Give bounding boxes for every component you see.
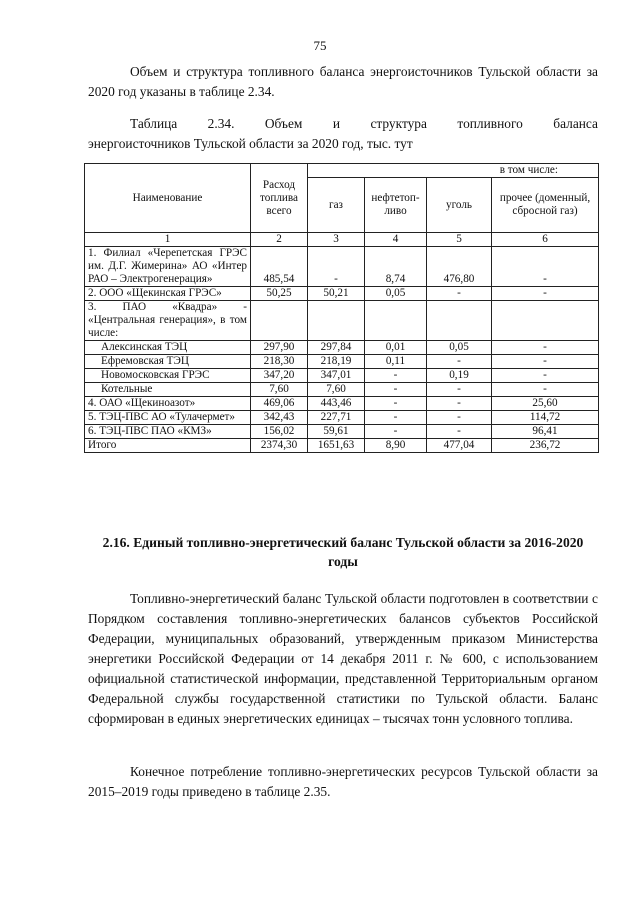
column-index: 2 [251,233,308,247]
caption-word: структура [370,116,427,131]
header-oil: нефтетоп-ливо [365,178,427,233]
column-index: 5 [427,233,492,247]
header-name: Наименование [85,164,251,233]
caption-word: 2.34. [207,116,235,131]
cell-oil: - [365,369,427,383]
cell-total: 156,02 [251,425,308,439]
cell-oil: 8,74 [365,247,427,287]
cell-name: 6. ТЭЦ-ПВС ПАО «КМЗ» [85,425,251,439]
cell-coal: - [427,411,492,425]
cell-name: Новомосковская ГРЭС [85,369,251,383]
cell-other: - [492,369,599,383]
cell-gas: 297,84 [308,341,365,355]
cell-other [492,301,599,341]
header-including: в том числе: [308,164,599,178]
cell-total: 2374,30 [251,439,308,453]
column-index-row [85,233,599,247]
caption-word: Объем [264,116,303,131]
cell-gas: 218,19 [308,355,365,369]
cell-name: Алексинская ТЭЦ [85,341,251,355]
cell-gas: 50,21 [308,287,365,301]
cell-oil: - [365,397,427,411]
cell-total: 297,90 [251,341,308,355]
cell-gas: 347,01 [308,369,365,383]
cell-coal: - [427,287,492,301]
cell-gas: 1651,63 [308,439,365,453]
intro-paragraph: Объем и структура топливного баланса энергоисточников Тульской области за 2020 год указаны в таблице 2.34. [88,64,598,99]
section-heading: 2.16. Единый топливно-энергетический баланс Тульской области за 2016-2020 годы [102,535,584,569]
caption-word: Таблица [130,116,178,131]
header-other: прочее (доменный, сбросной газ) [492,178,599,233]
table-caption-line-2: энергоисточников Тульской области за 2020 год, тыс. тут [88,136,413,151]
cell-other: 96,41 [492,425,599,439]
table-row [85,341,599,355]
cell-coal: 0,19 [427,369,492,383]
cell-other: - [492,341,599,355]
cell-coal [427,301,492,341]
cell-other: 25,60 [492,397,599,411]
cell-gas [308,301,365,341]
table-caption [88,114,598,154]
cell-name: 3. ПАО «Квадра» - «Центральная генерация», в том числе: [85,301,251,341]
column-index: 3 [308,233,365,247]
cell-coal: - [427,397,492,411]
cell-oil: 0,01 [365,341,427,355]
body-paragraph-2: Конечное потребление топливно-энергетических ресурсов Тульской области за 2015–2019 годы приведено в таблице 2.35. [88,764,598,799]
cell-gas: - [308,247,365,287]
column-index: 6 [492,233,599,247]
cell-oil: 8,90 [365,439,427,453]
cell-total: 7,60 [251,383,308,397]
cell-name: 1. Филиал «Черепетская ГРЭС им. Д.Г. Жимерина» АО «Интер РАО – Электрогенерация» [85,247,251,287]
column-index: 1 [85,233,251,247]
caption-word: топливного [457,116,523,131]
fuel-balance-table [84,163,599,453]
cell-gas: 7,60 [308,383,365,397]
cell-gas: 443,46 [308,397,365,411]
header-gas: газ [308,178,365,233]
cell-other: - [492,355,599,369]
table-row [85,247,599,287]
cell-oil: 0,11 [365,355,427,369]
cell-coal: 0,05 [427,341,492,355]
cell-coal: 477,04 [427,439,492,453]
cell-oil: - [365,425,427,439]
caption-word: и [332,116,340,131]
body-paragraph-1: Топливно-энергетический баланс Тульской области подготовлен в соответствии с Порядком составления топливно-энергетических балансов субъектов Российской Федерации, муниципальных образований, утвержденным приказом Министерства энергетики Российской Федерации от 14 декабря 2011 г. № 600, с использованием официальной статистической информации, представленной Территориальным органом Федеральной службы государственной статистики по Тульской области. Баланс сформирован в единых энергетических единицах – тысячах тонн условного топлива. [88,591,598,726]
cell-oil [365,301,427,341]
cell-oil: 0,05 [365,287,427,301]
caption-word: баланса [553,116,598,131]
cell-total: 469,06 [251,397,308,411]
cell-other: - [492,383,599,397]
cell-name: 5. ТЭЦ-ПВС АО «Тулачермет» [85,411,251,425]
header-total: Расход топлива всего [251,164,308,233]
cell-other: - [492,247,599,287]
cell-name: Итого [85,439,251,453]
cell-total: 218,30 [251,355,308,369]
table-row [85,411,599,425]
cell-other: 236,72 [492,439,599,453]
header-coal: уголь [427,178,492,233]
cell-oil: - [365,383,427,397]
table-row [85,287,599,301]
cell-gas: 59,61 [308,425,365,439]
cell-other: - [492,287,599,301]
table-row [85,439,599,453]
table-row [85,383,599,397]
cell-name: 2. ООО «Щекинская ГРЭС» [85,287,251,301]
cell-total [251,301,308,341]
cell-other: 114,72 [492,411,599,425]
cell-coal: - [427,355,492,369]
cell-total: 347,20 [251,369,308,383]
cell-total: 50,25 [251,287,308,301]
cell-name: Ефремовская ТЭЦ [85,355,251,369]
table-row [85,301,599,341]
table-row [85,355,599,369]
table-row [85,397,599,411]
cell-oil: - [365,411,427,425]
cell-name: 4. ОАО «Щекиноазот» [85,397,251,411]
cell-coal: - [427,425,492,439]
cell-total: 485,54 [251,247,308,287]
page-number: 75 [313,38,327,53]
table-caption-line-1 [88,114,598,134]
cell-total: 342,43 [251,411,308,425]
cell-gas: 227,71 [308,411,365,425]
column-index: 4 [365,233,427,247]
table-row [85,425,599,439]
cell-name: Котельные [85,383,251,397]
cell-coal: 476,80 [427,247,492,287]
cell-coal: - [427,383,492,397]
table-row [85,369,599,383]
